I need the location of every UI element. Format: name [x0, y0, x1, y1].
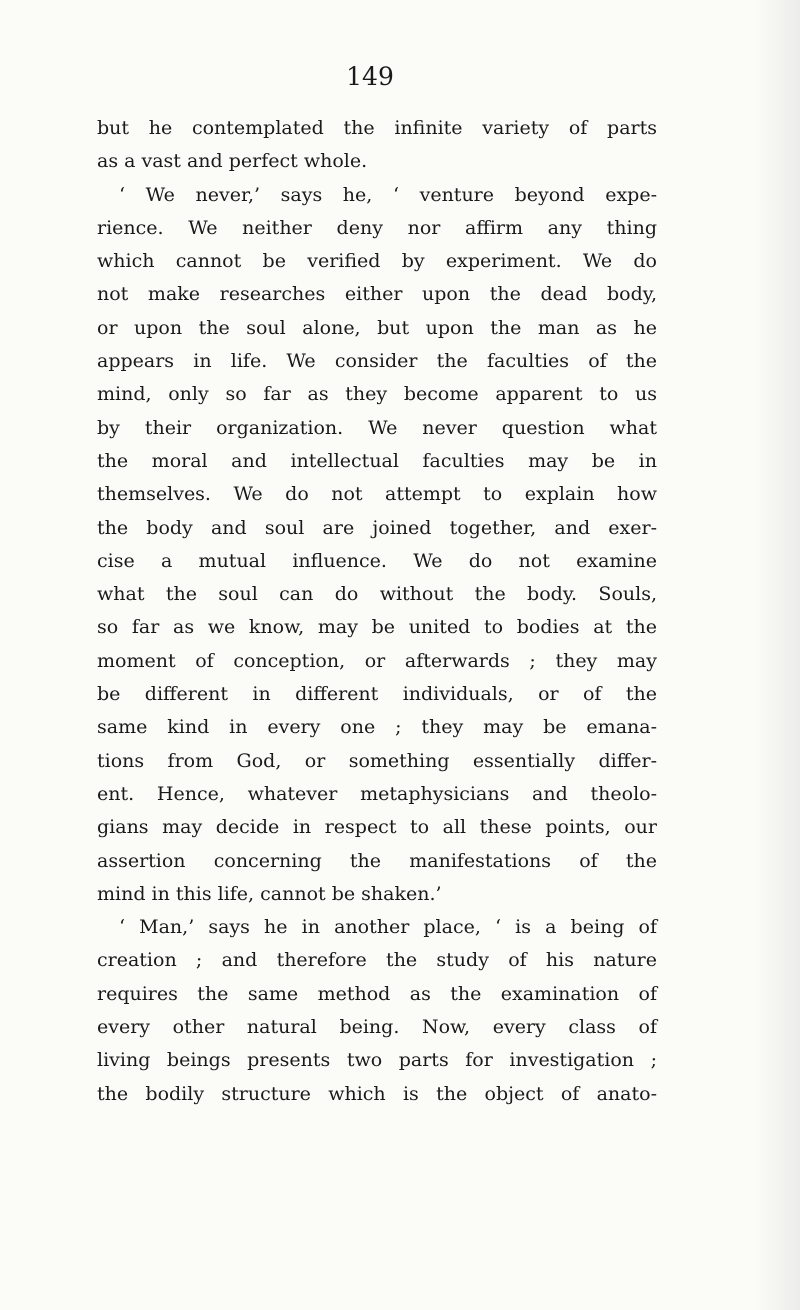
text-line: ent. Hence, whatever metaphysicians and theolo- [97, 782, 657, 805]
text-line: be different in different individuals, or of the [97, 683, 657, 706]
text-line: assertion concerning the manifestations of the [97, 849, 657, 872]
page-number: 149 [346, 62, 394, 91]
text-line: requires the same method as the examination of [97, 982, 657, 1005]
text-line: rience. We neither deny nor affirm any thing [97, 216, 657, 239]
text-line: mind in this life, cannot be shaken.’ [97, 882, 442, 905]
body-text [97, 112, 657, 1111]
text-line: gians may decide in respect to all these points, our [97, 816, 657, 839]
text-line: creation ; and therefore the study of his nature [97, 949, 657, 972]
text-line: so far as we know, may be united to bodies at the [97, 616, 657, 639]
text-line: living beings presents two parts for investigation ; [97, 1049, 657, 1072]
text-line: ‘ We never,’ says he, ‘ venture beyond expe- [119, 183, 657, 206]
text-line: every other natural being. Now, every class of [97, 1016, 657, 1039]
text-line: the body and soul are joined together, and exer- [97, 516, 657, 539]
text-line: moment of conception, or afterwards ; they may [97, 649, 657, 672]
text-line: not make researches either upon the dead body, [97, 283, 657, 306]
text-line: appears in life. We consider the faculties of the [97, 350, 657, 373]
text-line: but he contemplated the infinite variety of parts [97, 117, 657, 139]
text-line: by their organization. We never question what [97, 416, 657, 439]
text-line: which cannot be verified by experiment. We do [97, 250, 657, 273]
text-line: what the soul can do without the body. Souls, [97, 583, 657, 606]
text-line: the moral and intellectual faculties may be in [97, 449, 657, 472]
text-line: the bodily structure which is the object of anato- [97, 1082, 657, 1105]
text-line: themselves. We do not attempt to explain how [97, 483, 657, 506]
text-line: same kind in every one ; they may be emana- [97, 716, 657, 739]
text-line: cise a mutual influence. We do not examine [97, 549, 657, 572]
text-line: as a vast and perfect whole. [97, 150, 368, 173]
text-line: mind, only so far as they become apparent to us [97, 383, 657, 406]
text-line: or upon the soul alone, but upon the man as he [97, 316, 657, 339]
page-edge-shadow [754, 0, 800, 1310]
text-line: ‘ Man,’ says he in another place, ‘ is a being of [119, 916, 657, 939]
text-line: tions from God, or something essentially differ- [97, 749, 657, 772]
